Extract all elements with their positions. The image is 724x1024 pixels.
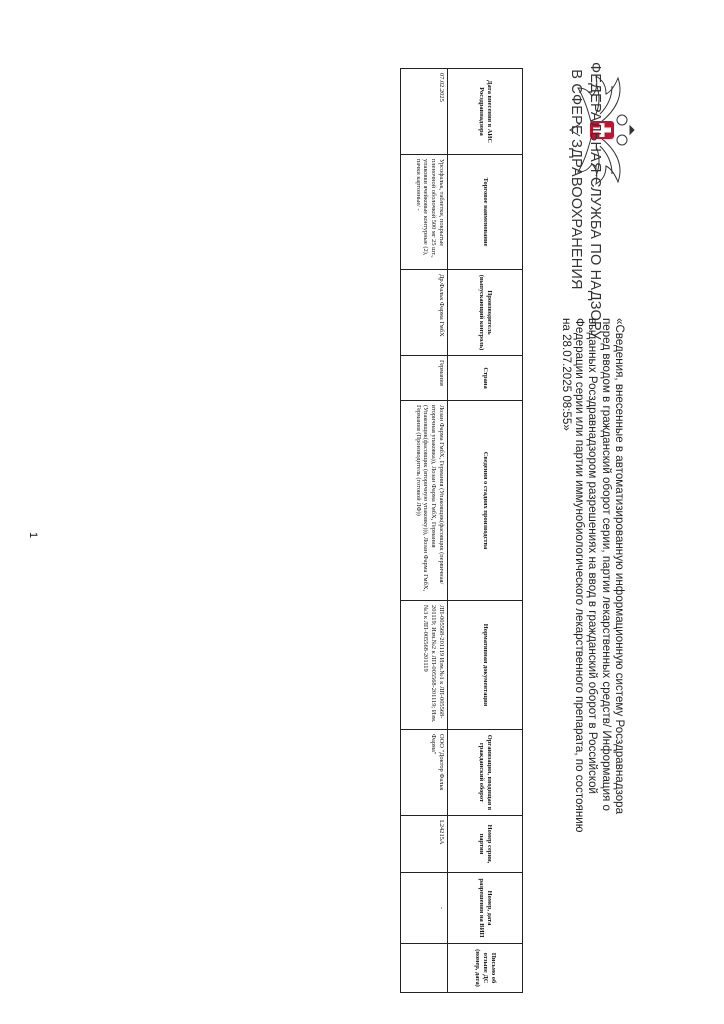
document-title: «Сведения, внесенные в автоматизированную информационную систему Росздравнадзора перед вводом в гражданский оборот серии, партии лекарственных средств/ Информация о выданных Росздравнадзором разрешениях на ввод в гражданский оборот в Российской Федерации серии или партии иммунобиологического лекарственного препарата, по состоянию на 28.07.2025 08:55» xyxy=(559,318,626,833)
column-header-batch: Номер серии, партии xyxy=(448,816,523,873)
organization-name-line2: В СФЕРЕ ЗДРАВООХРАНЕНИЯ xyxy=(568,69,584,290)
cell-manufacturer: Др.Фальк Фарма ГмбХ xyxy=(401,270,448,356)
table-header-row xyxy=(448,69,523,993)
cell-trade-name: Урсофальк, таблетки, покрытые пленочной оболочкой 500 мг 25 шт., упаковки ячейковые контурные (2), пачки картонные/ - xyxy=(401,155,448,270)
column-header-normative-doc: Нормативная документация xyxy=(448,601,523,730)
table-row xyxy=(401,69,448,993)
organization-name xyxy=(566,62,604,340)
column-header-permit: Номер, дата разрешения на ВИП xyxy=(448,873,523,944)
organization-name-line1: ФЕДЕРАЛЬНАЯ СЛУЖБА ПО НАДЗОРУ xyxy=(587,62,603,340)
cell-permit: - xyxy=(401,873,448,944)
cell-stages: Лозан Фарма ГмбХ, Германия (Упаковщик(фасовщик (первичная/вторичная упаковка)), Лозан Фарма ГмбХ, Германия (Упаковщик(фасовщик (вторичную упаковку))), Лозан Фарма ГмбХ, Германия (Производитель (готовой ЛФ)) xyxy=(401,401,448,601)
column-header-recall: Письмо об отзыве ДС (номер, дата) xyxy=(448,944,523,993)
column-header-trade-name: Торговое наименование xyxy=(448,155,523,270)
cell-normative-doc: ЛП-005568-201119 Изм.№1 к ЛП-005568-201119; Изм.№2 к ЛП-005568-201119; Изм.№3 к ЛП-005568-201119 xyxy=(401,601,448,730)
registry-table xyxy=(400,68,523,993)
column-header-manufacturer: Производитель (выпускающий контроль) xyxy=(448,270,523,356)
cell-organization: ООО "Доктор Фальк Фарма" xyxy=(401,730,448,816)
column-header-date: Дата внесения в АИС Росздравнадзора xyxy=(448,69,523,155)
cell-date: 07.02.2025 xyxy=(401,69,448,155)
cell-batch: L24215A xyxy=(401,816,448,873)
column-header-country: Страна xyxy=(448,356,523,401)
page-number: 1 xyxy=(27,531,39,539)
cell-recall xyxy=(401,944,448,993)
column-header-organization: Организация, вводящая в гражданский оборот xyxy=(448,730,523,816)
cell-country: Германия xyxy=(401,356,448,401)
column-header-stages: Сведения о стадиях производства xyxy=(448,401,523,601)
